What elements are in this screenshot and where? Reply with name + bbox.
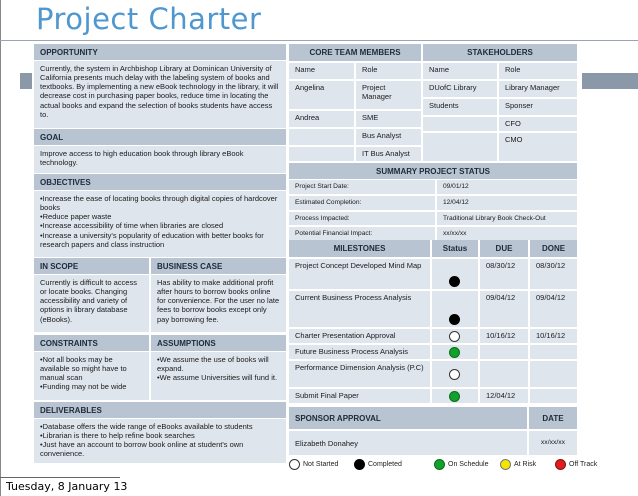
summary-value: 12/04/12 — [437, 196, 577, 210]
milestone-due: 08/30/12 — [480, 259, 528, 289]
core-team-col-role: Role — [356, 63, 421, 79]
status-green-dot-icon — [449, 347, 460, 358]
legend-yellow-dot-icon — [500, 459, 511, 470]
milestone-status-cell — [432, 259, 478, 289]
summary-label: Potential Financial Impact: — [289, 227, 435, 240]
milestone-done: 09/04/12 — [530, 291, 577, 327]
stakeholder-role: CFO — [499, 117, 577, 131]
milestone-name: Charter Presentation Approval — [289, 329, 430, 343]
legend-label: At Risk — [514, 461, 537, 468]
constraint-item: •Not all books may be available so might have to manual scan — [40, 355, 127, 383]
milestone-name: Performance Dimension Analysis (P.C) — [289, 361, 430, 387]
summary-label: Process Impacted: — [289, 212, 435, 225]
summary-header: SUMMARY PROJECT STATUS — [289, 163, 577, 179]
summary-label: Project Start Date: — [289, 180, 435, 194]
milestone-done — [530, 345, 577, 359]
sponsor-date: xx/xx/xx — [529, 431, 577, 455]
legend-label: Not Started — [303, 461, 339, 468]
legend-white-dot-icon — [289, 459, 300, 470]
stakeholder-name: DUofC Library — [423, 81, 497, 97]
legend-red-dot-icon — [555, 459, 566, 470]
legend-label: On Schedule — [448, 461, 489, 468]
milestone-due: 10/16/12 — [480, 329, 528, 343]
legend-green-dot-icon — [434, 459, 445, 470]
deliverables-header: DELIVERABLES — [34, 402, 286, 418]
stakeholder-name: Students — [423, 99, 497, 115]
in-scope-header: IN SCOPE — [34, 258, 149, 274]
deliverable-item: •Database offers the wide range of eBooks available to students — [40, 422, 253, 431]
goal-header: GOAL — [34, 129, 286, 145]
stakeholder-role: Sponser — [499, 99, 577, 115]
core-team-col-name: Name — [289, 63, 354, 79]
page-title: Project Charter — [36, 2, 262, 36]
assumption-item: •We assume the use of books will expand. — [157, 355, 269, 374]
milestone-due — [480, 361, 528, 387]
status-green-dot-icon — [449, 391, 460, 402]
milestone-status-cell — [432, 389, 478, 403]
title-underline — [0, 40, 638, 41]
deliverable-item: •Librarian is there to help refine book searches — [40, 431, 195, 441]
core-team-role: SME — [356, 111, 421, 127]
core-team-name — [289, 147, 354, 161]
status-black-dot-icon — [449, 276, 460, 287]
status-white-dot-icon — [449, 331, 460, 342]
core-team-header: CORE TEAM MEMBERS — [289, 44, 421, 61]
sponsor-name: Elizabeth Donahey — [289, 431, 527, 455]
summary-value: xx/xx/xx — [437, 227, 577, 240]
constraints-header: CONSTRAINTS — [34, 335, 149, 351]
footer-date: Tuesday, 8 January 13 — [6, 480, 128, 493]
left-frame-line — [0, 0, 1, 496]
summary-value: 09/01/12 — [437, 180, 577, 194]
constraint-item: •Funding may not be wide — [40, 382, 127, 392]
decorative-block-right — [582, 73, 638, 89]
milestone-done — [530, 389, 577, 403]
core-team-role: Project Manager — [356, 81, 421, 109]
milestone-due — [480, 345, 528, 359]
legend-item — [289, 459, 338, 470]
milestones-col-status: Status — [432, 240, 478, 257]
stakeholders-col-role: Role — [499, 63, 577, 79]
objectives-list — [34, 191, 286, 257]
milestone-name: Project Concept Developed Mind Map — [289, 259, 430, 289]
milestone-name: Current Business Process Analysis — [289, 291, 430, 327]
stakeholder-name — [423, 117, 497, 131]
decorative-block-left — [20, 73, 32, 89]
legend-item — [434, 459, 488, 470]
core-team-role: IT Bus Analyst — [356, 147, 421, 161]
core-team-name — [289, 129, 354, 145]
status-black-dot-icon — [449, 314, 460, 325]
status-white-dot-icon — [449, 369, 460, 380]
milestones-col-due: DUE — [480, 240, 528, 257]
objective-item: •Increase the ease of locating books through digital copies of hardcover books — [40, 194, 278, 213]
milestone-name: Submit Final Paper — [289, 389, 430, 403]
milestone-done: 08/30/12 — [530, 259, 577, 289]
stakeholder-role: Library Manager — [499, 81, 577, 97]
milestone-status-cell — [432, 345, 478, 359]
milestone-done: 10/16/12 — [530, 329, 577, 343]
stakeholders-header: STAKEHOLDERS — [423, 44, 577, 61]
objectives-header: OBJECTIVES — [34, 174, 286, 190]
milestone-done — [530, 361, 577, 387]
business-case-header: BUSINESS CASE — [151, 258, 286, 274]
milestone-due: 09/04/12 — [480, 291, 528, 327]
legend-item — [555, 459, 597, 470]
sponsor-header: SPONSOR APPROVAL — [289, 407, 527, 429]
objective-item: •Reduce paper waste — [40, 212, 112, 222]
milestones-header: MILESTONES — [289, 240, 430, 257]
milestones-col-done: DONE — [530, 240, 577, 257]
milestone-status-cell — [432, 361, 478, 387]
deliverable-item: •Just have an account to borrow book online at student's own convenience. — [40, 440, 244, 459]
assumptions-header: ASSUMPTIONS — [151, 335, 286, 351]
legend-item — [354, 459, 402, 470]
legend-label: Off Track — [569, 461, 598, 468]
legend-item — [500, 459, 536, 470]
assumption-item: •We assume Universities will fund it. — [157, 373, 278, 383]
stakeholder-name — [423, 133, 497, 161]
sponsor-date-header: DATE — [529, 407, 577, 429]
milestone-status-cell — [432, 291, 478, 327]
opportunity-header: OPPORTUNITY — [34, 44, 286, 60]
objective-item: •Increase a university's popularity of education with better books for research papers and class instruction — [40, 230, 264, 249]
core-team-name: Andrea — [289, 111, 354, 127]
summary-value: Traditional Library Book Check-Out — [437, 212, 577, 225]
legend-label: Completed — [368, 461, 402, 468]
milestone-status-cell — [432, 329, 478, 343]
core-team-name: Angelina — [289, 81, 354, 109]
business-case-text: Has ability to make additional profit after hours to borrow books online for convenience. For the user no late fees to borrow books except only pay borrowing fee. — [151, 275, 286, 332]
stakeholder-role: CMO — [499, 133, 577, 161]
summary-label: Estimated Completion: — [289, 196, 435, 210]
milestone-name: Future Business Process Analysis — [289, 345, 430, 359]
goal-text: Improve access to high education book through library eBook technology. — [34, 146, 286, 173]
opportunity-text: Currently, the system in Archbishop Library at Dominican University of California presents much delay with the labeling system of books and textbooks. By implementing a new eBook technology in the library, it will decrease cost in purchasing paper books, reduce time in locating the actual books and expand the selection of books students have access to. — [34, 61, 286, 128]
legend-black-dot-icon — [354, 459, 365, 470]
footer-divider — [0, 477, 120, 478]
core-team-role: Bus Analyst — [356, 129, 421, 145]
stakeholders-col-name: Name — [423, 63, 497, 79]
in-scope-text: Currently is difficult to access or locate books. Changing accessibility and variety of options in library database (eBooks). — [34, 275, 149, 332]
milestone-due: 12/04/12 — [480, 389, 528, 403]
objective-item: •Increase accessibility of time when libraries are closed — [40, 221, 224, 231]
constraints-list — [34, 352, 149, 400]
deliverables-list — [34, 419, 286, 463]
assumptions-list — [151, 352, 286, 400]
